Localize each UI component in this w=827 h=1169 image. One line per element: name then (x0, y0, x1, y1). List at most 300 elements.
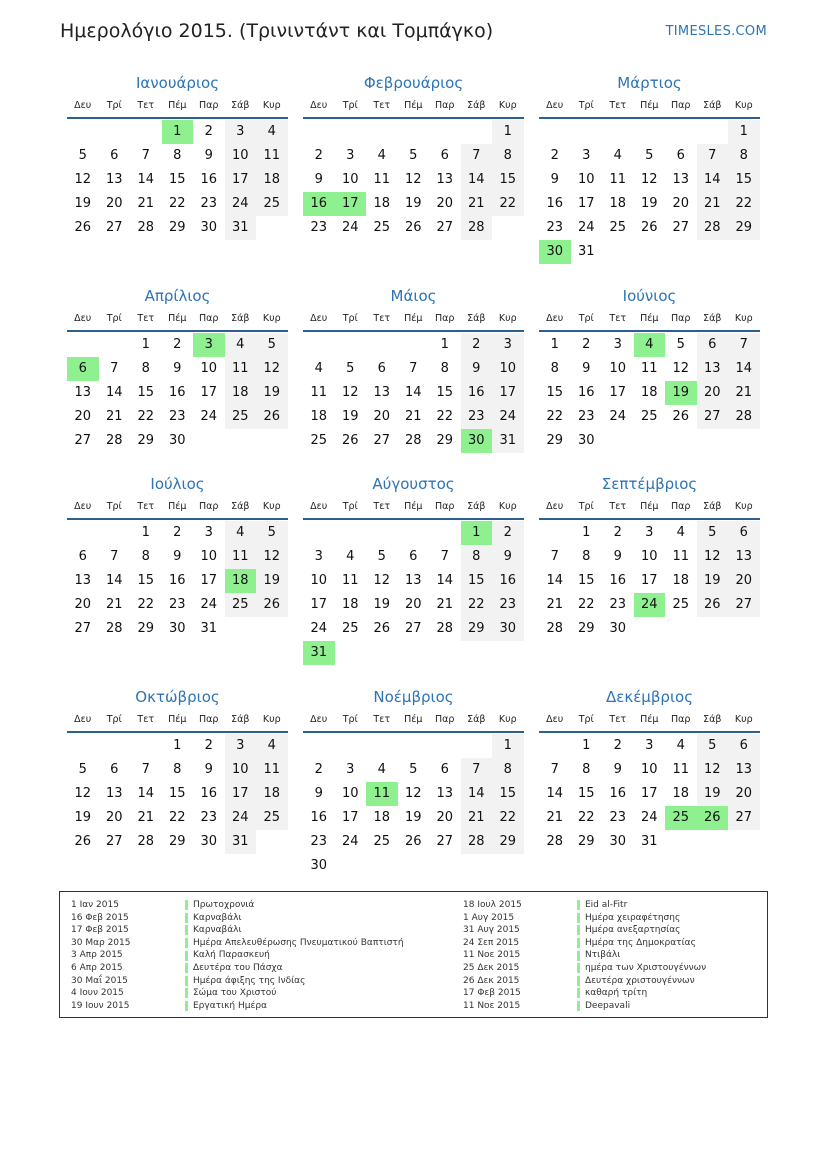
day-cell: 14 (105, 385, 123, 400)
day-cell: 17 (225, 168, 257, 192)
month-block (67, 285, 288, 453)
day-cell: 24 (577, 220, 595, 235)
weekday-label: Σάβ (231, 313, 250, 324)
day-cell: 1 (440, 337, 449, 352)
month-name: Μάιος (390, 287, 437, 305)
week-row (67, 405, 288, 429)
day-cell (461, 854, 493, 878)
day-cell: 11 (609, 172, 627, 187)
week-row (539, 569, 760, 593)
day-cell (398, 641, 430, 665)
day-cell: 27 (728, 806, 760, 830)
day-cell: 28 (105, 621, 123, 636)
day-cell: 20 (436, 196, 454, 211)
month-name: Ιούνιος (622, 287, 677, 305)
week-row (539, 333, 760, 357)
legend-date: 3 Απρ 2015 (71, 950, 123, 961)
day-cell: 14 (728, 357, 760, 381)
day-cell: 22 (577, 597, 595, 612)
day-cell: 24 (200, 409, 218, 424)
day-cell: 21 (461, 806, 493, 830)
day-cell (539, 120, 571, 144)
day-cell: 23 (310, 834, 328, 849)
day-cell: 12 (697, 758, 729, 782)
day-cell: 1 (582, 738, 591, 753)
day-cell: 24 (634, 593, 666, 617)
day-cell: 27 (74, 433, 92, 448)
holiday-marker (185, 938, 188, 948)
day-cell: 27 (672, 220, 690, 235)
day-cell: 20 (436, 810, 454, 825)
day-cell (398, 854, 430, 878)
day-cell: 16 (492, 569, 524, 593)
day-cell (461, 734, 493, 758)
month-name: Φεβρουάριος (363, 74, 464, 92)
day-cell: 19 (341, 409, 359, 424)
week-row (67, 333, 288, 357)
day-cell: 9 (173, 361, 182, 376)
day-cell: 12 (373, 573, 391, 588)
day-cell: 21 (546, 597, 564, 612)
day-cell: 20 (74, 597, 92, 612)
day-cell (429, 521, 461, 545)
day-cell: 13 (105, 172, 123, 187)
page-title: Ημερολόγιο 2015. (Τρινιντάντ και Τομπάγκο) (60, 20, 494, 42)
week-row (67, 569, 288, 593)
day-cell (335, 854, 367, 878)
day-cell: 23 (492, 593, 524, 617)
month-block (303, 686, 524, 878)
week-row (303, 734, 524, 758)
day-cell: 22 (168, 196, 186, 211)
month-days (303, 333, 524, 453)
day-cell: 19 (665, 381, 697, 405)
legend-name: Ημέρα της Δημοκρατίας (585, 937, 696, 948)
month-days (539, 734, 760, 854)
day-cell: 26 (672, 409, 690, 424)
legend-name: Ημέρα Απελευθέρωσης Πνευματικού Βαπτιστή (193, 937, 404, 948)
day-cell: 22 (461, 593, 493, 617)
month-days (67, 734, 288, 854)
day-cell: 30 (200, 834, 218, 849)
day-cell: 28 (436, 621, 454, 636)
day-cell: 15 (577, 786, 595, 801)
holiday-marker (577, 925, 580, 935)
legend-date: 17 Φεβ 2015 (71, 925, 129, 936)
day-cell (539, 734, 571, 758)
day-cell: 22 (492, 806, 524, 830)
weekday-label: Τετ (137, 313, 155, 324)
day-cell: 22 (168, 810, 186, 825)
day-cell: 10 (640, 762, 658, 777)
day-cell: 15 (461, 569, 493, 593)
week-row (67, 830, 288, 854)
day-cell: 12 (672, 361, 690, 376)
day-cell (429, 734, 461, 758)
day-cell: 7 (110, 549, 119, 564)
day-cell: 1 (162, 120, 194, 144)
day-cell: 14 (461, 782, 493, 806)
weekday-label: Δευ (310, 714, 328, 725)
day-cell: 15 (492, 168, 524, 192)
day-cell: 3 (346, 148, 355, 163)
day-cell: 17 (341, 810, 359, 825)
day-cell: 5 (697, 734, 729, 758)
day-cell (256, 429, 288, 453)
holiday-marker (185, 951, 188, 961)
day-cell: 28 (137, 834, 155, 849)
day-cell: 25 (640, 409, 658, 424)
day-cell: 14 (137, 786, 155, 801)
day-cell: 2 (582, 337, 591, 352)
day-cell: 11 (366, 782, 398, 806)
day-cell: 18 (256, 782, 288, 806)
holiday-marker (577, 988, 580, 998)
day-cell: 29 (137, 621, 155, 636)
day-cell: 17 (200, 573, 218, 588)
day-cell (492, 641, 524, 665)
month-block (539, 686, 760, 854)
weekday-label: Παρ (671, 100, 691, 111)
day-cell (366, 521, 398, 545)
day-cell: 6 (67, 357, 99, 381)
weekday-label: Τρί (106, 100, 122, 111)
week-row (303, 617, 524, 641)
weekday-header (303, 94, 524, 119)
weekday-label: Τετ (373, 100, 391, 111)
month-days (539, 521, 760, 641)
weekday-label: Τρί (342, 714, 358, 725)
day-cell: 23 (546, 220, 564, 235)
weekday-label: Τετ (373, 714, 391, 725)
day-cell: 10 (225, 144, 257, 168)
holiday-marker (577, 913, 580, 923)
day-cell: 28 (461, 830, 493, 854)
day-cell: 31 (640, 834, 658, 849)
day-cell: 8 (582, 549, 591, 564)
day-cell: 15 (137, 385, 155, 400)
week-row (67, 521, 288, 545)
weekday-label: Τετ (137, 100, 155, 111)
day-cell: 22 (577, 810, 595, 825)
day-cell (634, 429, 666, 453)
day-cell: 5 (645, 148, 654, 163)
day-cell: 25 (256, 806, 288, 830)
day-cell: 23 (609, 810, 627, 825)
day-cell: 16 (168, 385, 186, 400)
day-cell: 12 (404, 786, 422, 801)
day-cell: 2 (314, 762, 323, 777)
weekday-label: Σάβ (467, 501, 486, 512)
weekday-label: Πέμ (168, 501, 187, 512)
week-row (67, 144, 288, 168)
week-row (67, 617, 288, 641)
legend-name: Ντιβάλι (585, 950, 621, 961)
day-cell (492, 216, 524, 240)
day-cell: 13 (74, 573, 92, 588)
day-cell: 19 (74, 196, 92, 211)
day-cell: 1 (141, 525, 150, 540)
day-cell: 20 (74, 409, 92, 424)
day-cell (697, 617, 729, 641)
day-cell: 3 (645, 738, 654, 753)
day-cell (665, 429, 697, 453)
week-row (67, 429, 288, 453)
week-row (539, 429, 760, 453)
site-link[interactable]: TIMESLES.COM (665, 24, 767, 39)
legend-date: 31 Αυγ 2015 (463, 925, 520, 936)
day-cell (303, 734, 335, 758)
day-cell: 13 (728, 758, 760, 782)
day-cell (398, 521, 430, 545)
day-cell: 25 (373, 834, 391, 849)
day-cell: 17 (609, 385, 627, 400)
legend-item (463, 912, 706, 925)
day-cell: 21 (105, 597, 123, 612)
legend-item (463, 937, 706, 950)
day-cell (366, 333, 398, 357)
day-cell: 8 (173, 148, 182, 163)
day-cell: 30 (310, 858, 328, 873)
weekday-label: Σάβ (703, 313, 722, 324)
legend-date: 16 Φεβ 2015 (71, 912, 129, 923)
week-row (539, 830, 760, 854)
day-cell: 27 (436, 834, 454, 849)
day-cell: 17 (335, 192, 367, 216)
day-cell: 1 (492, 120, 524, 144)
weekday-label: Σάβ (703, 501, 722, 512)
day-cell: 22 (137, 597, 155, 612)
day-cell: 12 (74, 786, 92, 801)
day-cell (429, 120, 461, 144)
week-row (67, 806, 288, 830)
day-cell (398, 734, 430, 758)
day-cell: 10 (200, 549, 218, 564)
day-cell: 8 (728, 144, 760, 168)
day-cell (571, 120, 603, 144)
day-cell: 7 (141, 148, 150, 163)
weekday-label: Πέμ (640, 313, 659, 324)
day-cell: 6 (78, 549, 87, 564)
day-cell: 3 (225, 120, 257, 144)
week-row (539, 144, 760, 168)
day-cell: 16 (609, 786, 627, 801)
day-cell (225, 429, 257, 453)
weekday-header (539, 708, 760, 733)
week-row (539, 758, 760, 782)
day-cell: 4 (377, 762, 386, 777)
legend-date: 24 Σεπ 2015 (463, 937, 520, 948)
holiday-marker (185, 963, 188, 973)
weekday-label: Δευ (546, 501, 564, 512)
weekday-label: Παρ (435, 313, 455, 324)
day-cell: 4 (613, 148, 622, 163)
day-cell: 25 (665, 806, 697, 830)
day-cell: 18 (225, 569, 257, 593)
day-cell: 10 (200, 361, 218, 376)
day-cell: 13 (404, 573, 422, 588)
day-cell: 17 (225, 782, 257, 806)
week-row (303, 381, 524, 405)
week-row (303, 168, 524, 192)
weekday-label: Κυρ (262, 313, 281, 324)
weekday-label: Πέμ (404, 501, 423, 512)
day-cell: 6 (110, 762, 119, 777)
day-cell: 30 (609, 621, 627, 636)
legend-column-right (463, 899, 706, 1012)
holiday-marker (185, 976, 188, 986)
month-block (67, 686, 288, 854)
day-cell: 19 (373, 597, 391, 612)
day-cell: 7 (110, 361, 119, 376)
day-cell: 29 (137, 433, 155, 448)
weekday-header (303, 307, 524, 332)
weekday-header (303, 495, 524, 520)
day-cell: 28 (137, 220, 155, 235)
day-cell: 20 (105, 196, 123, 211)
day-cell: 25 (672, 597, 690, 612)
day-cell: 2 (492, 521, 524, 545)
day-cell: 6 (409, 549, 418, 564)
day-cell: 20 (697, 381, 729, 405)
legend-item (71, 912, 404, 925)
day-cell: 5 (377, 549, 386, 564)
weekday-label: Κυρ (734, 313, 753, 324)
day-cell: 19 (697, 782, 729, 806)
day-cell: 30 (168, 433, 186, 448)
month-days (67, 120, 288, 240)
day-cell: 11 (310, 385, 328, 400)
month-block (303, 473, 524, 665)
day-cell (303, 120, 335, 144)
day-cell: 29 (436, 433, 454, 448)
day-cell: 19 (404, 810, 422, 825)
day-cell: 19 (697, 569, 729, 593)
legend-item (463, 924, 706, 937)
month-name: Σεπτέμβριος (601, 475, 698, 493)
week-row (303, 192, 524, 216)
day-cell (366, 854, 398, 878)
weekday-label: Δευ (310, 100, 328, 111)
day-cell: 9 (314, 172, 323, 187)
day-cell: 9 (204, 762, 213, 777)
holiday-marker (577, 1001, 580, 1011)
day-cell (728, 617, 760, 641)
day-cell: 5 (409, 762, 418, 777)
week-row (303, 806, 524, 830)
day-cell: 22 (492, 192, 524, 216)
day-cell: 5 (256, 333, 288, 357)
day-cell: 8 (141, 361, 150, 376)
day-cell: 29 (577, 834, 595, 849)
day-cell (99, 521, 131, 545)
day-cell: 11 (373, 172, 391, 187)
day-cell: 24 (225, 192, 257, 216)
weekday-label: Τρί (578, 313, 594, 324)
day-cell: 13 (728, 545, 760, 569)
day-cell: 17 (640, 573, 658, 588)
weekday-label: Πέμ (168, 100, 187, 111)
weekday-label: Δευ (546, 100, 564, 111)
day-cell: 9 (613, 762, 622, 777)
holiday-marker (577, 900, 580, 910)
day-cell (398, 120, 430, 144)
weekday-label: Δευ (546, 714, 564, 725)
day-cell: 11 (341, 573, 359, 588)
day-cell: 14 (137, 172, 155, 187)
day-cell: 13 (373, 385, 391, 400)
day-cell: 10 (225, 758, 257, 782)
legend-date: 11 Νοε 2015 (463, 950, 521, 961)
day-cell: 12 (404, 172, 422, 187)
month-days (67, 333, 288, 453)
day-cell (366, 120, 398, 144)
weekday-label: Δευ (74, 501, 92, 512)
weekday-label: Τετ (609, 100, 627, 111)
weekday-label: Σάβ (231, 100, 250, 111)
weekday-label: Κυρ (262, 100, 281, 111)
weekday-label: Παρ (671, 714, 691, 725)
day-cell (99, 333, 131, 357)
weekday-label: Κυρ (498, 313, 517, 324)
day-cell: 12 (256, 357, 288, 381)
day-cell: 16 (310, 810, 328, 825)
day-cell: 18 (341, 597, 359, 612)
day-cell: 23 (200, 196, 218, 211)
day-cell: 26 (404, 220, 422, 235)
day-cell: 3 (582, 148, 591, 163)
weekday-label: Τρί (106, 501, 122, 512)
day-cell: 16 (303, 192, 335, 216)
legend-name: Δευτέρα χριστουγέννων (585, 975, 695, 986)
week-row (539, 593, 760, 617)
week-row (67, 216, 288, 240)
month-block (303, 72, 524, 240)
week-row (539, 357, 760, 381)
weekday-label: Παρ (199, 714, 219, 725)
day-cell: 12 (697, 545, 729, 569)
legend-name: Σώμα του Χριστού (193, 988, 277, 999)
legend-item (71, 962, 404, 975)
month-days (303, 734, 524, 878)
day-cell: 15 (168, 786, 186, 801)
day-cell: 8 (550, 361, 559, 376)
legend-name: Δευτέρα του Πάσχα (193, 962, 283, 973)
legend-date: 30 Μαΐ 2015 (71, 975, 128, 986)
day-cell: 3 (346, 762, 355, 777)
legend-name: Καρναβάλι (193, 925, 242, 936)
day-cell: 5 (256, 521, 288, 545)
day-cell: 25 (310, 433, 328, 448)
day-cell: 26 (404, 834, 422, 849)
day-cell: 6 (440, 762, 449, 777)
day-cell (634, 240, 666, 264)
day-cell: 16 (577, 385, 595, 400)
day-cell (366, 641, 398, 665)
month-name: Απρίλιος (144, 287, 211, 305)
holiday-marker (185, 1001, 188, 1011)
weekday-label: Σάβ (467, 313, 486, 324)
day-cell (256, 617, 288, 641)
legend-item (71, 987, 404, 1000)
week-row (67, 381, 288, 405)
day-cell: 7 (409, 361, 418, 376)
day-cell (67, 734, 99, 758)
day-cell: 20 (728, 782, 760, 806)
legend-item (463, 962, 706, 975)
day-cell: 18 (225, 381, 257, 405)
day-cell: 30 (577, 433, 595, 448)
